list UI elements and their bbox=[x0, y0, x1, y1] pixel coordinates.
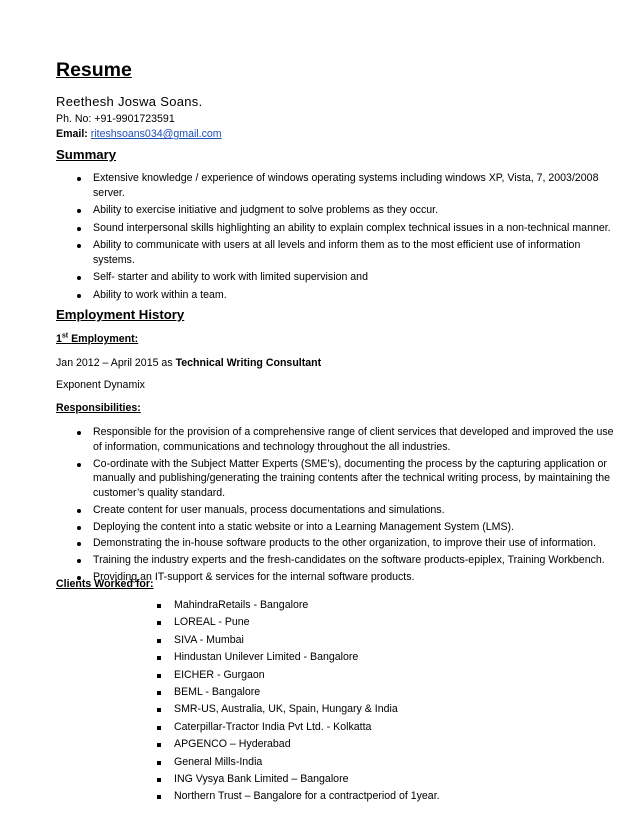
bullet-icon bbox=[77, 244, 81, 248]
responsibility-item: of information, communications and technology throughout the all industries. bbox=[93, 440, 451, 453]
client-item: BEML - Bangalore bbox=[174, 686, 261, 698]
square-bullet-icon bbox=[157, 761, 161, 765]
client-item: APGENCO – Hyderabad bbox=[174, 738, 291, 751]
summary-item: Sound interpersonal skills highlighting an ability to explain complex technical issues in a non-technical manner. bbox=[93, 221, 611, 234]
responsibility-item: manually and publishing/generating the training contents after the technical writing process, by maintaining the bbox=[93, 472, 611, 485]
bullet-icon bbox=[77, 526, 81, 530]
bullet-icon bbox=[77, 177, 81, 181]
employment-label-text: Employment: bbox=[71, 333, 139, 345]
responsibility-item: Demonstrating the in-house software products to the other organization, to improve their use of information. bbox=[93, 537, 596, 550]
square-bullet-icon bbox=[157, 691, 161, 695]
client-item: ING Vysya Bank Limited – Bangalore bbox=[174, 773, 349, 785]
summary-item: Ability to communicate with users at all levels and inform them as to the most efficient use of information bbox=[93, 238, 581, 251]
company-name: Exponent Dynamix bbox=[56, 379, 145, 391]
bullet-icon bbox=[77, 431, 81, 435]
client-item: Hindustan Unilever Limited - Bangalore bbox=[174, 651, 359, 664]
square-bullet-icon bbox=[157, 674, 161, 678]
square-bullet-icon bbox=[157, 726, 161, 730]
phone-label: Ph. No: bbox=[56, 113, 92, 125]
email-line bbox=[56, 128, 222, 140]
bullet-icon bbox=[77, 276, 81, 280]
employment-period-line bbox=[56, 357, 321, 369]
responsibility-item: Training the industry experts and the fresh-candidates on the software products-epiplex, Training Workbench. bbox=[93, 554, 605, 567]
square-bullet-icon bbox=[157, 795, 161, 799]
bullet-icon bbox=[77, 559, 81, 563]
bullet-icon bbox=[77, 463, 81, 467]
responsibilities-heading: Responsibilities: bbox=[56, 402, 141, 414]
employment-period: Jan 2012 – April 2015 as bbox=[56, 357, 173, 369]
responsibility-item: Co-ordinate with the Subject Matter Experts (SME’s), documenting the process by the capturing application or bbox=[93, 457, 607, 470]
summary-heading: Summary bbox=[56, 147, 117, 162]
responsibility-item: Responsible for the provision of a comprehensive range of client services that developed and improved the use bbox=[93, 426, 614, 438]
clients-heading: Clients Worked for: bbox=[56, 578, 154, 590]
summary-item: Ability to exercise initiative and judgment to solve problems as they occur. bbox=[93, 204, 439, 217]
client-item: EICHER - Gurgaon bbox=[174, 668, 265, 681]
responsibility-item: Providing an IT-support & services for the internal software products. bbox=[93, 571, 415, 584]
employment-role: Technical Writing Consultant bbox=[175, 357, 322, 369]
bullet-icon bbox=[77, 227, 81, 231]
square-bullet-icon bbox=[157, 708, 161, 712]
summary-item: systems. bbox=[93, 253, 135, 266]
summary-item: Self- starter and ability to work with limited supervision and bbox=[93, 271, 368, 284]
summary-item: Ability to work within a team. bbox=[93, 288, 227, 301]
phone-line bbox=[56, 113, 175, 125]
client-item: General Mills-India bbox=[174, 755, 263, 768]
square-bullet-icon bbox=[157, 621, 161, 625]
bullet-icon bbox=[77, 509, 81, 513]
square-bullet-icon bbox=[157, 604, 161, 608]
first-employment-label bbox=[56, 333, 138, 345]
responsibility-item: Deploying the content into a static website or into a Learning Management System (LMS). bbox=[93, 520, 515, 533]
employment-ordinal: st bbox=[61, 332, 69, 340]
client-item: LOREAL - Pune bbox=[174, 616, 250, 629]
employment-heading: Employment History bbox=[56, 307, 185, 322]
bullet-icon bbox=[77, 542, 81, 546]
summary-item: Extensive knowledge / experience of windows operating systems including windows XP, Vista, 7, 2003/2008 bbox=[93, 172, 599, 184]
responsibility-item: customer’s quality standard. bbox=[93, 486, 226, 499]
email-link[interactable]: riteshsoans034@gmail.com bbox=[90, 128, 222, 140]
email-label: Email: bbox=[56, 128, 88, 140]
responsibility-item: Create content for user manuals, process documentations and simulations. bbox=[93, 503, 445, 516]
square-bullet-icon bbox=[157, 743, 161, 747]
phone-number: +91-9901723591 bbox=[94, 113, 175, 125]
client-item: MahindraRetails - Bangalore bbox=[174, 599, 309, 611]
client-item: Northern Trust – Bangalore for a contractperiod of 1year. bbox=[174, 790, 440, 803]
client-item: SMR-US, Australia, UK, Spain, Hungary & India bbox=[174, 703, 398, 716]
bullet-icon bbox=[77, 294, 81, 298]
candidate-name: Reethesh Joswa Soans. bbox=[56, 94, 203, 109]
summary-item: server. bbox=[93, 187, 125, 199]
square-bullet-icon bbox=[157, 778, 161, 782]
page-title: Resume bbox=[56, 59, 132, 81]
employment-number: 1 bbox=[56, 333, 62, 345]
client-item: SIVA - Mumbai bbox=[174, 633, 244, 646]
bullet-icon bbox=[77, 209, 81, 213]
square-bullet-icon bbox=[157, 656, 161, 660]
client-item: Caterpillar-Tractor India Pvt Ltd. - Kolkatta bbox=[174, 720, 372, 733]
square-bullet-icon bbox=[157, 639, 161, 643]
